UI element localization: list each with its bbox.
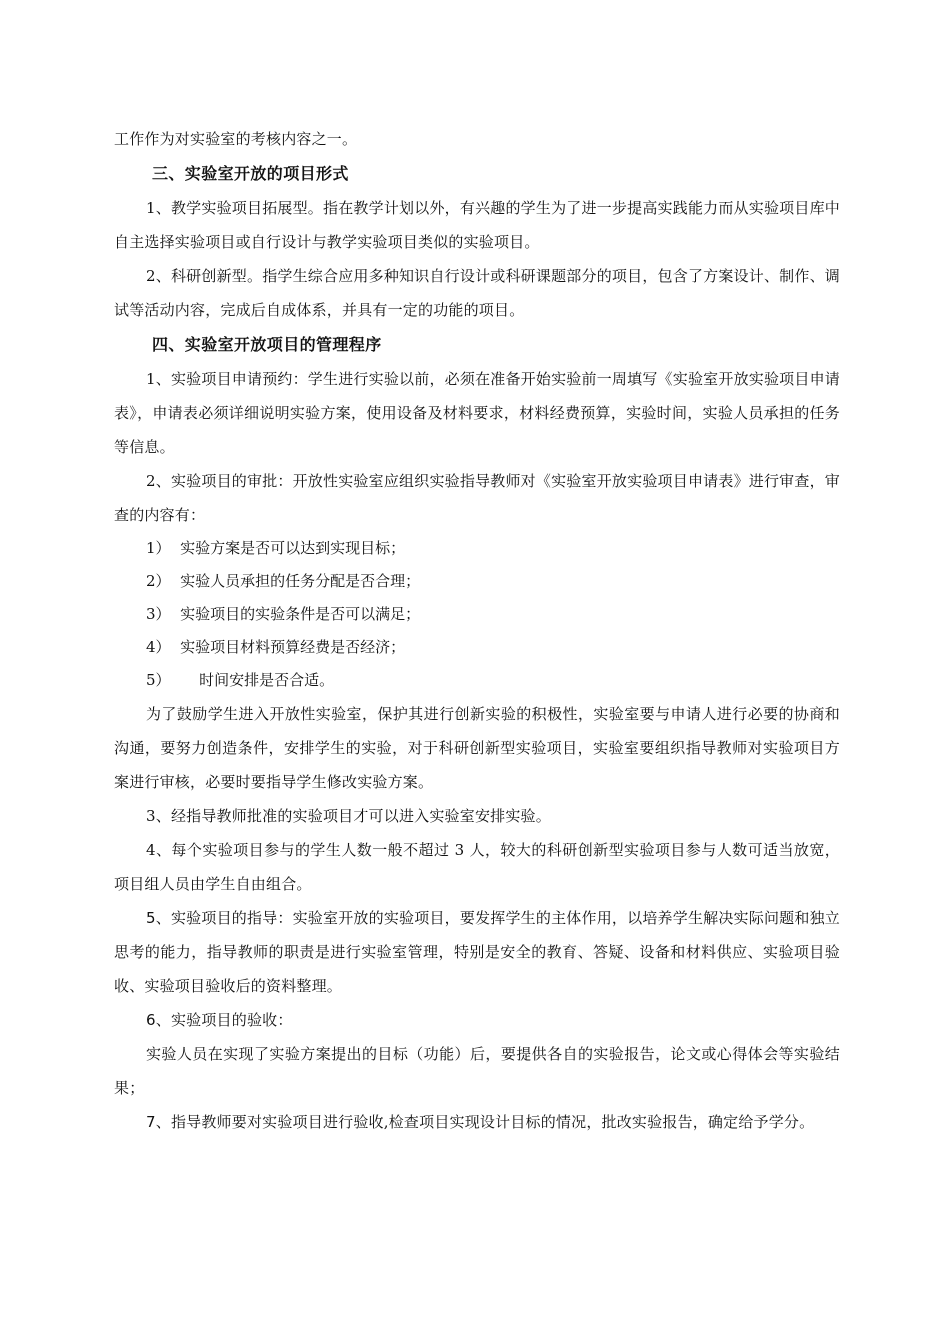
item-number: 7 [146,1113,156,1131]
paragraph-team-size: 4、每个实验项目参与的学生人数一般不超过 3 人，较大的科研创新型实验项目参与人数可适当放宽，项目组人员由学生自由组合。 [114,841,840,893]
list-item: 4） 实验项目材料预算经费是否经济； [146,638,406,656]
document-body [114,122,840,1139]
paragraph-acceptance [114,1003,840,1037]
list-item: 1） 实验方案是否可以达到实现目标； [146,539,406,557]
paragraph-text: 、指导教师要对实验项目进行验收,检查项目实现设计目标的情况，批改实验报告，确定给予学分。 [155,1113,815,1131]
paragraph-approval: 2、实验项目的审批：开放性实验室应组织实验指导教师对《实验室开放实验项目申请表》进行审查，审查的内容有： [114,472,840,524]
paragraph-text: 、实验项目的指导：实验室开放的实验项目，要发挥学生的主体作用，以培养学生解决实际问题和独立思考的能力，指导教师的职责是进行实验室管理，特别是安全的教育、答疑、设备和材料供应、实验项目验收、实验项目验收后的资料整理。 [114,909,840,995]
section-heading-4: 四、实验室开放项目的管理程序 [152,335,382,354]
paragraph-teaching-type: 1、教学实验项目拓展型。指在教学计划以外，有兴趣的学生为了进一步提高实践能力而从实验项目库中自主选择实验项目或自行设计与教学实验项目类似的实验项目。 [114,199,840,251]
item-number: 5 [146,909,156,927]
review-criteria-list [114,532,840,697]
list-item: 5） 时间安排是否合适。 [146,671,335,689]
paragraph-guidance [114,901,840,1003]
section-heading-3: 三、实验室开放的项目形式 [152,164,349,183]
paragraph-research-type: 2、科研创新型。指学生综合应用多种知识自行设计或科研课题部分的项目，包含了方案设计、制作、调试等活动内容，完成后自成体系，并具有一定的功能的项目。 [114,267,840,319]
paragraph-application: 1、实验项目申请预约：学生进行实验以前，必须在准备开始实验前一周填写《实验室开放实验项目申请表》，申请表必须详细说明实验方案，使用设备及材料要求，材料经费预算，实验时间，实验人员承担的任务等信息。 [114,370,840,456]
paragraph-assessment-end: 工作作为对实验室的考核内容之一。 [114,130,358,148]
paragraph-text: 、实验项目的验收： [155,1011,293,1029]
paragraph-grading [114,1105,840,1139]
paragraph-approved-projects: 3、经指导教师批准的实验项目才可以进入实验室安排实验。 [146,807,551,825]
item-number: 6 [146,1011,156,1029]
paragraph-report: 实验人员在实现了实验方案提出的目标（功能）后，要提供各自的实验报告，论文或心得体会等实验结果； [114,1045,840,1097]
list-item: 2） 实验人员承担的任务分配是否合理； [146,572,421,590]
paragraph-encouragement: 为了鼓励学生进入开放性实验室，保护其进行创新实验的积极性，实验室要与申请人进行必要的协商和沟通，要努力创造条件，安排学生的实验，对于科研创新型实验项目，实验室要组织指导教师对实验项目方案进行审核，必要时要指导学生修改实验方案。 [114,705,840,791]
list-item: 3） 实验项目的实验条件是否可以满足； [146,605,421,623]
